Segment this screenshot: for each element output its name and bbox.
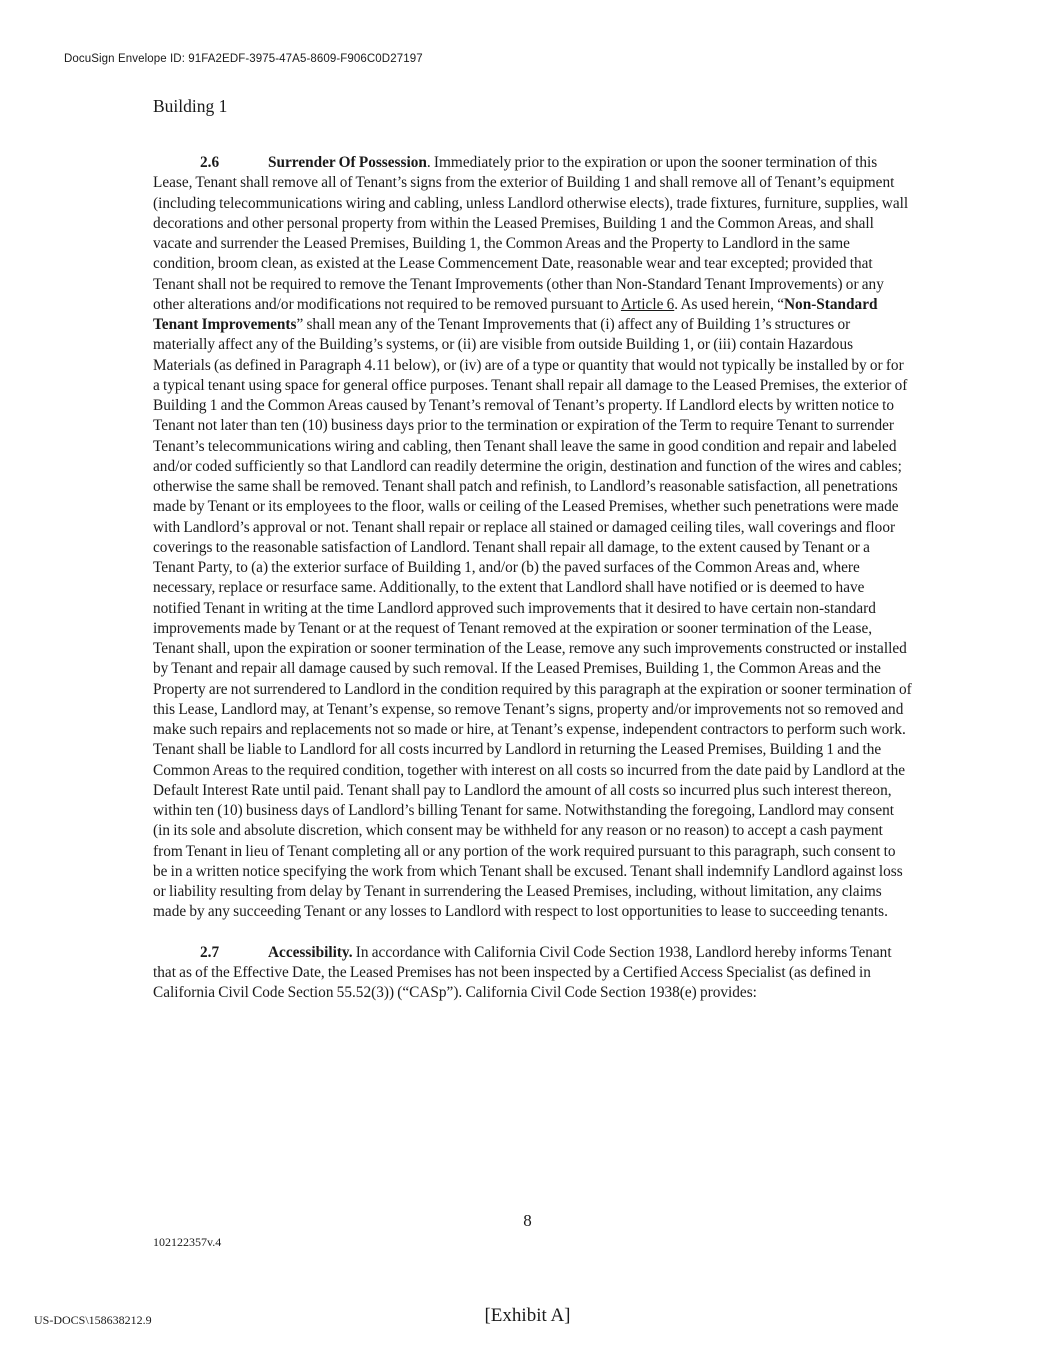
footer-doc-reference: US-DOCS\158638212.9 — [34, 1313, 152, 1327]
document-id: 102122357v.4 — [153, 1235, 222, 1249]
section-title: Surrender Of Possession — [268, 154, 427, 171]
section-text: . Immediately prior to the expiration or upon the sooner termination of this Lease, Tenant shall remove all of Tenant’s signs from the exterior of Building 1 and shall remove all of Tenant’s equipment (including telecommunications wiring and cabling, unless Landlord otherwise elects), trade fixtures, furniture, supplies, wall decorations and other personal property from within the Leased Premises, Building 1 and the Common Areas, and shall vacate and surrender the Leased Premises, Building 1, the Common Areas and the Property to Landlord in the same condition, broom clean, as existed at the Lease Commencement Date, reasonable wear and tear excepted; provided that Tenant shall not be required to remove the Tenant Improvements (other than Non-Standard Tenant Improvements) or any other alterations and/or modifications not required to be removed pursuant to — [153, 154, 909, 313]
section-2-7 — [153, 943, 913, 1004]
section-number: 2.7 — [200, 943, 220, 961]
footer-exhibit-label: [Exhibit A] — [484, 1305, 571, 1326]
section-2-6 — [153, 153, 913, 923]
page-header: Building 1 — [153, 96, 228, 116]
section-text: . As used herein, “ — [674, 295, 784, 313]
section-title: Accessibility. — [268, 943, 353, 961]
document-body — [153, 153, 913, 1003]
section-text: In accordance with California Civil Code Section 1938, Landlord hereby informs Tenant that as of the Effective Date, the Leased Premises has not been inspected by a Certified Access Specialist (as defined in California Civil Code Section 55.52(3)) (“CASp”). California Civil Code Section 1938(e) provides: — [153, 943, 892, 1001]
docusign-envelope-id: DocuSign Envelope ID: 91FA2EDF-3975-47A5-8609-F906C0D27197 — [64, 53, 423, 65]
section-text: ” shall mean any of the Tenant Improvements that (i) affect any of Building 1’s structures or materially affect any of the Building’s systems, or (ii) are visible from outside Building 1, or (iii) contain Hazardous Materials (as defined in Paragraph 4.11 below), or (iv) are of a type or quantity that would not typically be installed by or for a typical tenant using space for general office purposes. Tenant shall repair all damage to the Leased Premises, the exterior of Building 1 and the Common Areas caused by Tenant’s removal of Tenant’s property. If Landlord elects by written notice to Tenant not later than ten (10) business days prior to the termination or expiration of the Term to require Tenant to surrender Tenant’s telecommunications wiring and cabling, then Tenant shall leave the same in good condition and repair and labeled and/or coded sufficiently so that Landlord can readily determine the origin, destination and function of the wires and cables; otherwise the same shall be removed. Tenant shall patch and refinish, to Landlord’s reasonable satisfaction, all penetrations made by Tenant or its employees to the floor, walls or ceiling of the Leased Premises, whether such penetrations were made with Landlord’s approval or not. Tenant shall repair or replace all stained or damaged ceiling tiles, wall coverings and floor coverings to the reasonable satisfaction of Landlord. Tenant shall repair all damage, to the extent caused by Tenant or a Tenant Party, to (a) the exterior surface of Building 1, and/or (b) the paved surfaces of the Common Areas and, where necessary, replace or resurface same. Additionally, to the extent that Landlord shall have notified or is deemed to have notified Tenant in writing at the time Landlord approved such improvements that it desired to have certain non-standard improvements made by Tenant or at the request of Tenant removed at the expiration or sooner termination of the Lease, Tenant shall, upon the expiration or sooner termination of the Lease, remove any such improvements constructed or installed by Tenant and repair all damage caused by such removal. If the Leased Premises, Building 1, the Common Areas and the Property are not surrendered to Landlord in the condition required by this paragraph at the expiration or sooner termination of this Lease, Landlord may, at Tenant’s expense, so remove Tenant’s signs, property and/or improvements not so removed and make such repairs and replacements not so made or hire, at Tenant’s expense, independent contractors to perform such work. Tenant shall be liable to Landlord for all costs incurred by Landlord in returning the Leased Premises, Building 1 and the Common Areas to the required condition, together with interest on all costs so incurred from the date paid by Landlord at the Default Interest Rate until paid. Tenant shall pay to Landlord the amount of all costs so incurred plus such interest thereon, within ten (10) business days of Landlord’s billing Tenant for same. Notwithstanding the foregoing, Landlord may consent (in its sole and absolute discretion, which consent may be withheld for any reason or no reason) to accept a cash payment from Tenant in lieu of Tenant completing all or any portion of the work required pursuant to this paragraph, such consent to be in a written notice specifying the work from which Tenant shall be excused. Tenant shall indemnify Landlord against loss or liability resulting from delay by Tenant in surrendering the Leased Premises, including, without limitation, any claims made by any succeeding Tenant or any losses to Landlord with respect to lost opportunities to lease to succeeding tenants. — [153, 316, 912, 921]
article-reference: Article 6 — [620, 295, 675, 313]
section-number: 2.6 — [200, 154, 220, 171]
page-number: 8 — [523, 1211, 532, 1230]
defined-term: Non-Standard Tenant Improvements — [153, 295, 878, 333]
